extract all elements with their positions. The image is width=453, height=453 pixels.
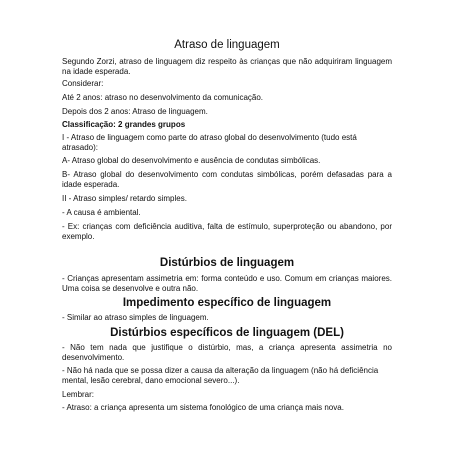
paragraph-grupo-1: I - Atraso de linguagem como parte do atraso global do desenvolvimento (tudo está atrasado): [62, 133, 357, 152]
paragraph-classificacao: Classificação: 2 grandes grupos [62, 120, 186, 129]
heading-disturbios: Distúrbios de linguagem [159, 257, 295, 269]
paragraph-lembrar: Lembrar: [62, 390, 95, 399]
paragraph-depois-2-anos: Depois dos 2 anos: Atraso de linguagem. [62, 107, 208, 116]
paragraph-causa: - A causa é ambiental. [62, 208, 141, 217]
document-title: Atraso de linguagem [174, 39, 280, 51]
paragraph-considerar: Considerar: [62, 79, 104, 88]
paragraph-atraso-fonologico: - Atraso: a criança apresenta um sistema fonológico de uma criança mais nova. [62, 403, 344, 412]
paragraph-item-a: A- Atraso global do desenvolvimento e ausência de condutas simbólicas. [62, 156, 321, 165]
paragraph-similar: - Similar ao atraso simples de linguagem. [62, 313, 209, 322]
paragraph-ate-2-anos: Até 2 anos: atraso no desenvolvimento da comunicação. [62, 93, 264, 102]
paragraph-grupo-2: II - Atraso simples/ retardo simples. [62, 194, 187, 203]
heading-impedimento: Impedimento específico de linguagem [122, 297, 332, 309]
paragraph-nada-justifique: - Não tem nada que justifique o distúrbio, mas, a criança apresenta assimetria no desenvolvimento. [62, 343, 392, 362]
paragraph-intro: Segundo Zorzi, atraso de linguagem diz respeito às crianças que não adquiriram linguagem na idade esperada. [62, 57, 392, 76]
paragraph-assimetria: - Crianças apresentam assimetria em: forma conteúdo e uso. Comum em crianças maiores. Uma coisa se desenvolve e outra não. [62, 274, 392, 293]
paragraph-nada-dizer: - Não há nada que se possa dizer a causa da alteração da linguagem (não há deficiência mental, lesão cerebral, dano emocional severo...). [62, 366, 379, 385]
heading-del: Distúrbios específicos de linguagem (DEL) [110, 327, 344, 339]
paragraph-exemplo: - Ex: crianças com deficiência auditiva, falta de estímulo, superproteção ou abandono, por exemplo. [62, 222, 392, 241]
paragraph-item-b: B- Atraso global do desenvolvimento com condutas simbólicas, porém defasadas para a idade esperada. [62, 170, 392, 189]
